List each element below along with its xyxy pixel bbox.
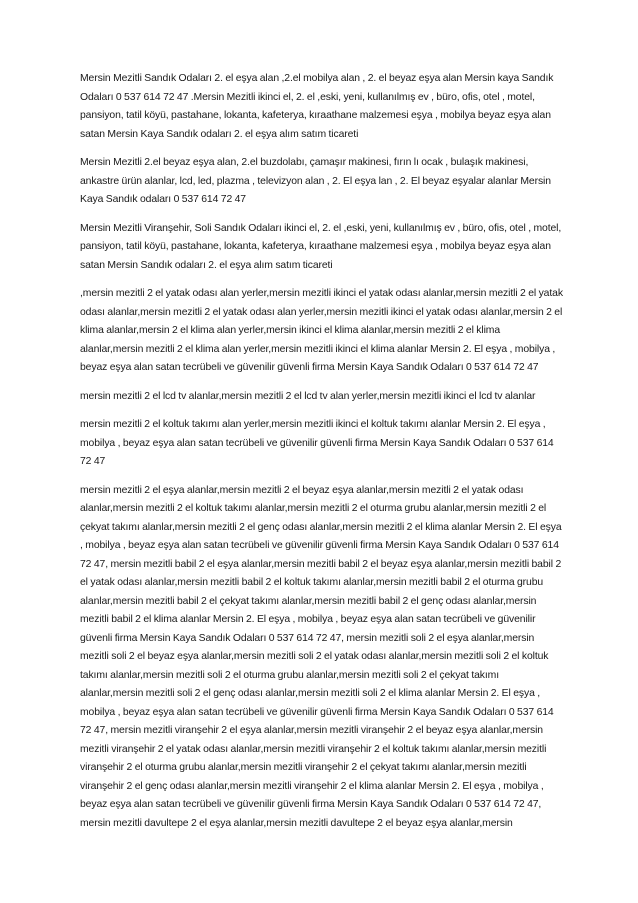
paragraph-3: Mersin Mezitli Viranşehir, Soli Sandık Odaları ikinci el, 2. el ,eski, yeni, kullanılmış ev , büro, ofis, otel , motel, pansiyon, tatil köyü, pastahane, lokanta, kafeterya, kıraathane malzemesi eşya , mobilya beyaz eşya alan satan Mersin Sandık odaları 2. el eşya alım satım ticareti [80,222,562,271]
document-page [80,70,563,843]
paragraph-1: Mersin Mezitli Sandık Odaları 2. el eşya alan ,2.el mobilya alan , 2. el beyaz eşya alan Mersin kaya Sandık Odaları 0 537 614 72 47 .Mersin Mezitli ikinci el, 2. el ,eski, yeni, kullanılmış ev , büro, ofis, otel , motel, pansiyon, tatil köyü, pastahane, lokanta, kafeterya, kıraathane malzemesi eşya , mobilya beyaz eşya alan satan Mersin Kaya Sandık odaları 2. el eşya alım satım ticareti [80,73,554,140]
paragraph-7: mersin mezitli 2 el eşya alanlar,mersin mezitli 2 el beyaz eşya alanlar,mersin mezitli 2 el yatak odası alanlar,mersin mezitli 2 el koltuk takımı alanlar,mersin mezitli 2 el oturma grubu alanlar,mersin mezitli 2 el çekyat takımı alanlar,mersin mezitli 2 el genç odası alanlar,mersin mezitli 2 el klima alanlar Mersin 2. El eşya , mobilya , beyaz eşya alan satan tecrübeli ve güvenilir güvenli firma Mersin Kaya Sandık Odaları 0 537 614 72 47, mersin mezitli babil 2 el eşya alanlar,mersin mezitli babil 2 el beyaz eşya alanlar,mersin mezitli babil 2 el yatak odası alanlar,mersin mezitli babil 2 el koltuk takımı alanlar,mersin mezitli babil 2 el oturma grubu alanlar,mersin mezitli babil 2 el çekyat takımı alanlar,mersin mezitli babil 2 el genç odası alanlar,mersin mezitli babil 2 el klima alanlar Mersin 2. El eşya , mobilya , beyaz eşya alan satan tecrübeli ve güvenilir güvenli firma Mersin Kaya Sandık Odaları 0 537 614 72 47, mersin mezitli soli 2 el eşya alanlar,mersin mezitli soli 2 el beyaz eşya alanlar,mersin mezitli soli 2 el yatak odası alanlar,mersin mezitli soli 2 el koltuk takımı alanlar,mersin mezitli soli 2 el oturma grubu alanlar,mersin mezitli soli 2 el çekyat takımı alanlar,mersin mezitli soli 2 el genç odası alanlar,mersin mezitli soli 2 el klima alanlar Mersin 2. El eşya , mobilya , beyaz eşya alan satan tecrübeli ve güvenilir güvenli firma Mersin Kaya Sandık Odaları 0 537 614 72 47, mersin mezitli viranşehir 2 el eşya alanlar,mersin mezitli viranşehir 2 el beyaz eşya alanlar,mersin mezitli viranşehir 2 el yatak odası alanlar,mersin mezitli viranşehir 2 el koltuk takımı alanlar,mersin mezitli viranşehir 2 el oturma grubu alanlar,mersin mezitli viranşehir 2 el çekyat takımı alanlar,mersin mezitli viranşehir 2 el genç odası alanlar,mersin mezitli viranşehir 2 el klima alanlar Mersin 2. El eşya , mobilya , beyaz eşya alan satan tecrübeli ve güvenilir güvenli firma Mersin Kaya Sandık Odaları 0 537 614 72 47, mersin mezitli davultepe 2 el eşya alanlar,mersin mezitli davultepe 2 el beyaz eşya alanlar,mersin [80,484,562,829]
paragraph-5: mersin mezitli 2 el lcd tv alanlar,mersin mezitli 2 el lcd tv alan yerler,mersin mezitli ikinci el lcd tv alanlar [80,390,536,402]
paragraph-6: mersin mezitli 2 el koltuk takımı alan yerler,mersin mezitli ikinci el koltuk takımı alanlar Mersin 2. El eşya , mobilya , beyaz eşya alan satan tecrübeli ve güvenilir güvenli firma Mersin Kaya Sandık Odaları 0 537 614 72 47 [80,419,554,467]
paragraph-4: ,mersin mezitli 2 el yatak odası alan yerler,mersin mezitli ikinci el yatak odası alanlar,mersin mezitli 2 el yatak odası alanlar,mersin mezitli 2 el yatak odası alan yerler,mersin mezitli ikinci el yatak odası alanlar,mersin 2 el klima alanlar,mersin 2 el klima alan yerler,mersin ikinci el klima alanlar,mersin mezitli 2 el klima alanlar,mersin mezitli 2 el klima alan yerler,mersin mezitli ikinci el klima alanlar Mersin 2. El eşya , mobilya , beyaz eşya alan satan tecrübeli ve güvenilir güvenli firma Mersin Kaya Sandık Odaları 0 537 614 72 47 [80,288,563,373]
paragraph-2: Mersin Mezitli 2.el beyaz eşya alan, 2.el buzdolabı, çamaşır makinesi, fırın lı ocak , bulaşık makinesi, ankastre ürün alanlar, lcd, led, plazma , televizyon alan , 2. El eşya lan , 2. El beyaz eşyalar alanlar Mersin Kaya Sandık odaları 0 537 614 72 47 [80,157,551,205]
